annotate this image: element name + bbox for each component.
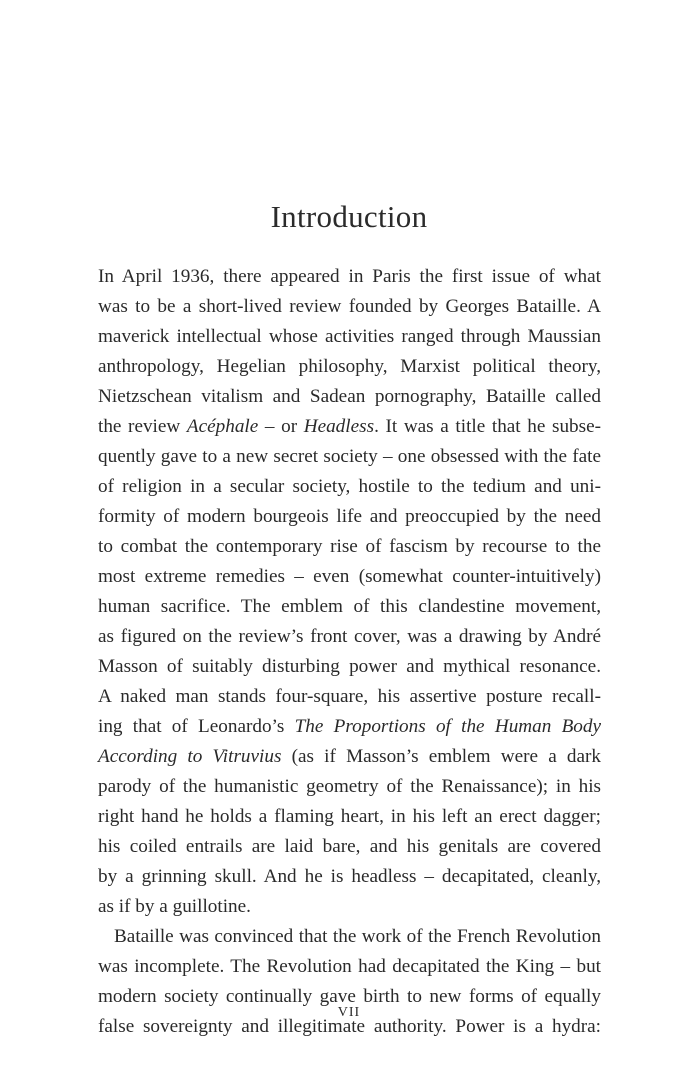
italic-title-acephale: Acéphale [186, 416, 259, 437]
italic-title-proportions: The Proportions of the Human Body [294, 716, 602, 737]
text-line [98, 712, 601, 742]
text-line [98, 412, 601, 442]
text-line: modern society continually gave birth to new forms of equally [98, 986, 601, 1007]
text-line: parody of the humanistic geometry of the Renaissance); in his [98, 776, 601, 797]
text-line: A naked man stands four-square, his assertive posture recall- [98, 686, 601, 707]
text-run: . It was a title that he subse- [374, 416, 602, 437]
text-line: most extreme remedies – even (somewhat counter-intuitively) [98, 566, 601, 587]
text-line: as figured on the review’s front cover, was a drawing by André [98, 626, 601, 647]
text-line: Masson of suitably disturbing power and mythical resonance. [98, 656, 601, 677]
text-line: formity of modern bourgeois life and preoccupied by the need [98, 506, 601, 527]
text-line: Bataille was convinced that the work of the French Revolution [114, 926, 601, 947]
text-run: (as if Masson’s emblem were a dark [281, 746, 601, 767]
text-line [98, 742, 601, 772]
text-line: quently gave to a new secret society – one obsessed with the fate [98, 446, 601, 467]
text-line: of religion in a secular society, hostile to the tedium and uni- [98, 476, 601, 497]
text-line: was to be a short-lived review founded by Georges Bataille. A [98, 296, 601, 317]
italic-title-headless: Headless [303, 416, 375, 437]
text-line: anthropology, Hegelian philosophy, Marxist political theory, [98, 356, 601, 377]
text-line: In April 1936, there appeared in Paris the first issue of what [98, 266, 601, 287]
text-line: right hand he holds a flaming heart, in his left an erect dagger; [98, 806, 601, 827]
body-text [98, 262, 601, 1042]
page-number: VII [337, 1005, 361, 1020]
text-line: by a grinning skull. And he is headless – decapitated, cleanly, [98, 866, 601, 887]
text-line: human sacrifice. The emblem of this clandestine movement, [98, 596, 601, 617]
text-line: to combat the contemporary rise of fascism by recourse to the [98, 536, 601, 557]
chapter-title: Introduction [270, 199, 428, 234]
text-line: was incomplete. The Revolution had decapitated the King – but [98, 956, 601, 977]
text-run: ing that of Leonardo’s [98, 716, 295, 737]
text-run: – or [258, 416, 304, 437]
text-run: the review [98, 416, 187, 437]
text-line: false sovereignty and illegitimate authority. Power is a hydra: [98, 1016, 601, 1037]
text-line: Nietzschean vitalism and Sadean pornography, Bataille called [98, 386, 601, 407]
text-line: maverick intellectual whose activities ranged through Maussian [98, 326, 601, 347]
text-line: his coiled entrails are laid bare, and his genitals are covered [98, 836, 601, 857]
text-line: as if by a guillotine. [98, 896, 251, 917]
italic-title-vitruvius: According to Vitruvius [98, 746, 282, 767]
